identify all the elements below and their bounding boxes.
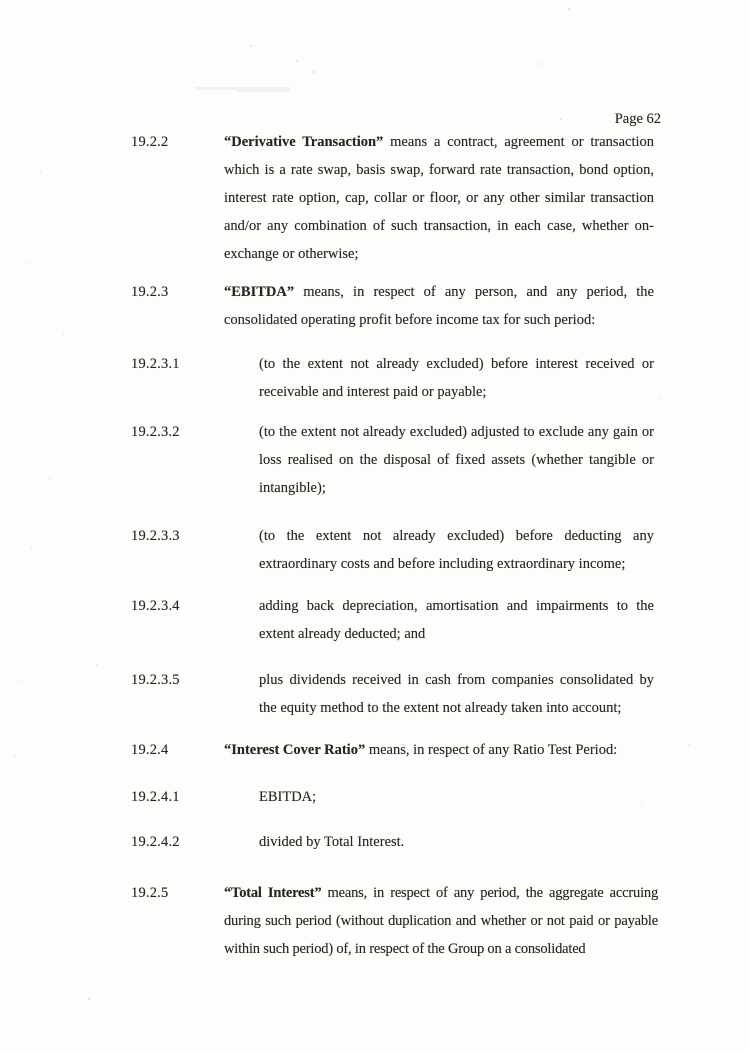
clause-text: [259, 783, 654, 811]
clause-text: [224, 879, 658, 963]
defined-term: “Interest Cover Ratio”: [224, 742, 366, 758]
page-number-label: Page 62: [614, 111, 661, 127]
clause-text: [259, 522, 654, 578]
defined-term: “Derivative Transaction”: [224, 134, 384, 150]
clause-definition: means, in respect of any Ratio Test Period:: [365, 742, 618, 758]
clause-number: 19.2.4: [131, 742, 169, 758]
clause-definition: EBITDA;: [259, 789, 317, 805]
scan-smudge: [236, 90, 290, 92]
clause-text: [224, 736, 654, 764]
defined-term: “Total Interest”: [224, 885, 322, 901]
clause-definition: (to the extent not already excluded) adjusted to exclude any gain or loss realised on the disposal of fixed assets (whether tangible or intangible);: [259, 424, 654, 496]
clause-number: 19.2.3.2: [131, 424, 180, 440]
clause-text: [259, 350, 654, 406]
clause-number: 19.2.5: [131, 885, 169, 901]
clause-number: 19.2.3.4: [131, 598, 180, 614]
clause-definition: divided by Total Interest.: [259, 834, 405, 850]
clause-text: [259, 666, 654, 722]
clause-text: [224, 128, 654, 268]
clause-text: [259, 828, 654, 856]
clause-text: [224, 278, 654, 334]
clause-number: 19.2.3.1: [131, 356, 180, 372]
clause-definition: means a contract, agreement or transaction which is a rate swap, basis swap, forward rate transaction, bond option, interest rate option, cap, collar or floor, or any other similar transaction and/or any combination of such transaction, in each case, whether on-exchange or otherwise;: [224, 134, 655, 262]
clause-number: 19.2.4.2: [131, 834, 180, 850]
clause-definition: plus dividends received in cash from companies consolidated by the equity method to the extent not already taken into account;: [259, 672, 654, 716]
scan-noise-specks: [0, 0, 2, 2]
clause-number: 19.2.2: [131, 134, 169, 150]
clause-number: 19.2.3.5: [131, 672, 180, 688]
clause-number: 19.2.3.3: [131, 528, 180, 544]
clause-definition: (to the extent not already excluded) before interest received or receivable and interest paid or payable;: [259, 356, 654, 400]
clause-definition: (to the extent not already excluded) before deducting any extraordinary costs and before including extraordinary income;: [259, 528, 654, 572]
clause-text: [259, 418, 654, 502]
clause-definition: means, in respect of any person, and any period, the consolidated operating profit before income tax for such period:: [224, 284, 654, 328]
clause-number: 19.2.4.1: [131, 789, 180, 805]
defined-term: “EBITDA”: [224, 284, 295, 300]
clause-number: 19.2.3: [131, 284, 169, 300]
clause-definition: adding back depreciation, amortisation and impairments to the extent already deducted; and: [259, 598, 654, 642]
clause-definition: means, in respect of any period, the aggregate accruing during such period (without duplication and whether or not paid or payable within such period) of, in respect of the Group on a consolidated: [224, 885, 658, 957]
clause-text: [259, 592, 654, 648]
